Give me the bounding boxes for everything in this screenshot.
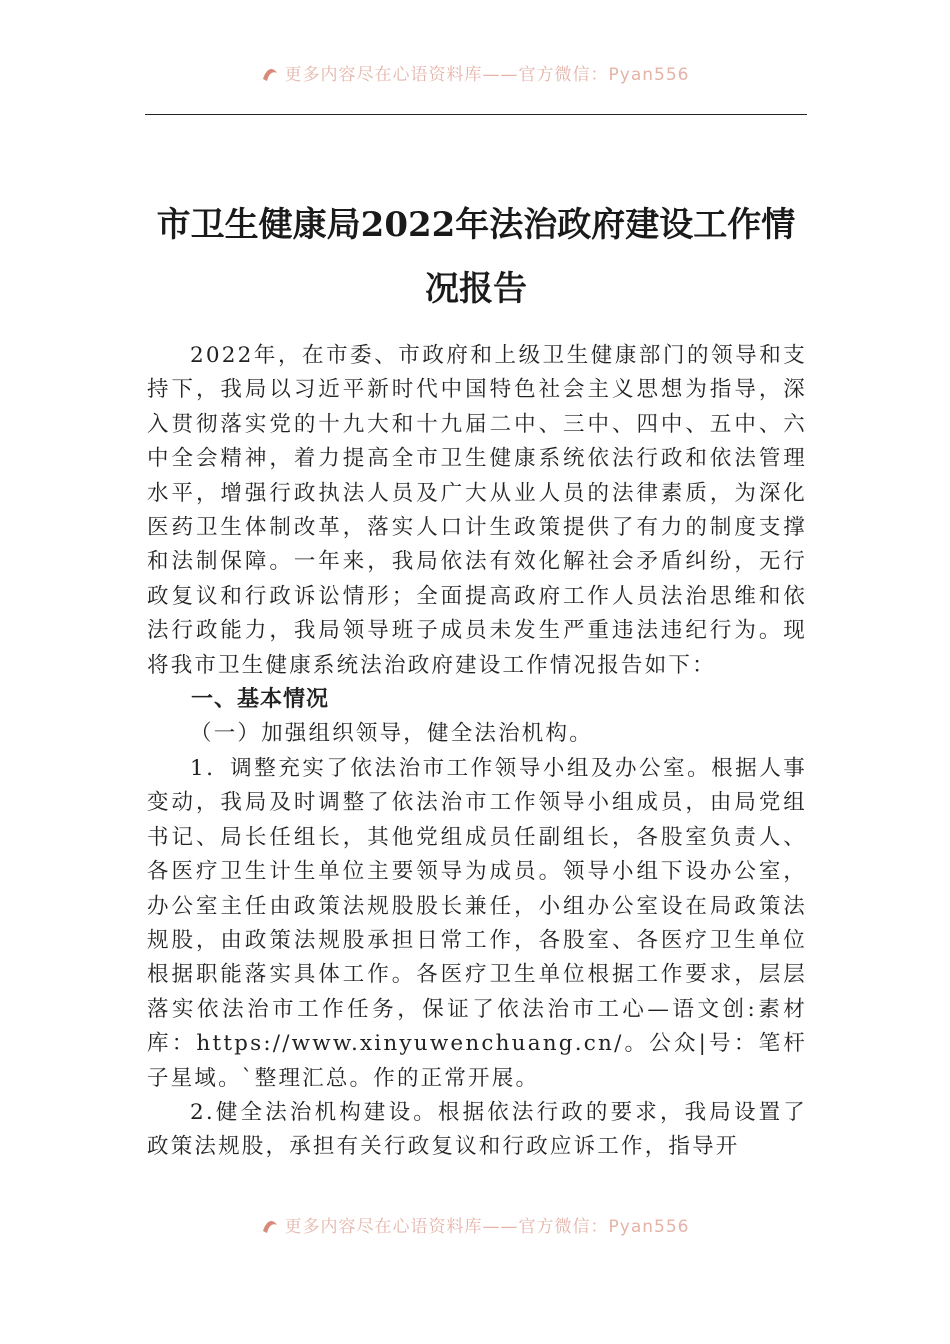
header-rule bbox=[145, 114, 807, 115]
page-title: 市卫生健康局2022年法治政府建设工作情况报告 bbox=[156, 204, 796, 309]
section-heading: 一、基本情况 bbox=[191, 687, 330, 713]
subsection-heading: （一）加强组织领导，健全法治机构。 bbox=[190, 721, 593, 747]
logo-icon bbox=[261, 1217, 279, 1235]
document-body bbox=[147, 339, 807, 1165]
item-paragraph-1: 1．调整充实了依法治市工作领导小组及办公室。根据人事变动，我局及时调整了依法治市工作领导小组成员，由局党组书记、局长任组长，其他党组成员任副组长，各股室负责人、各医疗卫生计生单位主要领导为成员。领导小组下设办公室，办公室主任由政策法规股股长兼任，小组办公室设在局政策法规股，由政策法规股承担日常工作，各股室、各医疗卫生单位根据职能落实具体工作。各医疗卫生单位根据工作要求，层层落实依法治市工作任务，保证了依法治市工心—语文创:素材库：https://www.xinyuwenchuang.cn/。公众|号：笔杆子星域。`整理汇总。作的正常开展。 bbox=[147, 755, 807, 1091]
watermark-text: 更多内容尽在心语资料库——官方微信：Pyan556 bbox=[284, 1217, 690, 1237]
watermark-top bbox=[0, 60, 950, 85]
logo-icon bbox=[261, 65, 279, 83]
watermark-text: 更多内容尽在心语资料库——官方微信：Pyan556 bbox=[284, 65, 690, 85]
intro-paragraph: 2022年，在市委、市政府和上级卫生健康部门的领导和支持下，我局以习近平新时代中国特色社会主义思想为指导，深入贯彻落实党的十九大和十九届二中、三中、四中、五中、六中全会精神，着力提高全市卫生健康系统依法行政和依法管理水平，增强行政执法人员及广大从业人员的法律素质，为深化医药卫生体制改革，落实人口计生政策提供了有力的制度支撑和法制保障。一年来，我局依法有效化解社会矛盾纠纷，无行政复议和行政诉讼情形；全面提高政府工作人员法治思维和依法行政能力，我局领导班子成员未发生严重违法违纪行为。现将我市卫生健康系统法治政府建设工作情况报告如下： bbox=[147, 343, 807, 678]
watermark-bottom bbox=[0, 1212, 950, 1237]
item-paragraph-2: 2.健全法治机构建设。根据依法行政的要求，我局设置了政策法规股，承担有关行政复议和行政应诉工作，指导开 bbox=[147, 1099, 807, 1160]
